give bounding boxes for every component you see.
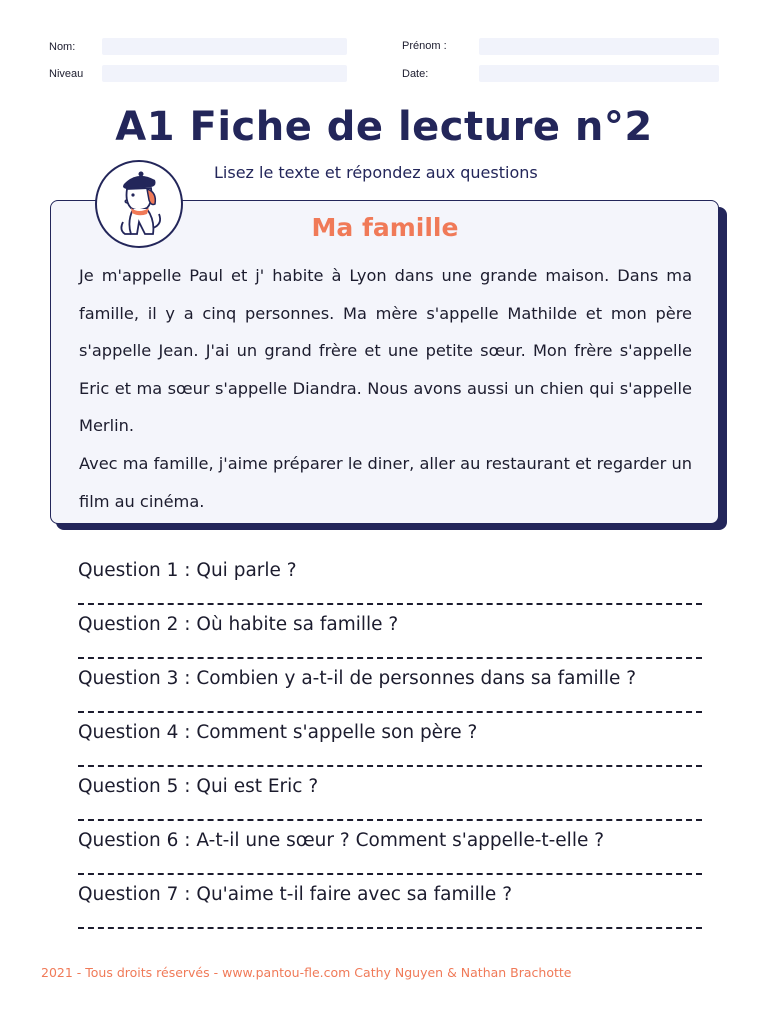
prenom-label: Prénom : bbox=[402, 40, 447, 52]
answer-line-1[interactable] bbox=[78, 603, 702, 605]
niveau-field[interactable] bbox=[102, 65, 347, 82]
question-3: Question 3 : Combien y a-t-il de personnes dans sa famille ? bbox=[78, 668, 637, 689]
answer-line-5[interactable] bbox=[78, 819, 702, 821]
prenom-field[interactable] bbox=[479, 38, 719, 55]
card-title: Ma famille bbox=[311, 213, 459, 242]
page-subtitle: Lisez le texte et répondez aux questions bbox=[214, 163, 538, 182]
answer-line-2[interactable] bbox=[78, 657, 702, 659]
answer-line-3[interactable] bbox=[78, 711, 702, 713]
answer-line-6[interactable] bbox=[78, 873, 702, 875]
reading-paragraph-1: Je m'appelle Paul et j' habite à Lyon dans une grande maison. Dans ma famille, il y a cinq personnes. Ma mère s'appelle Mathilde et mon père s'appelle Jean. J'ai un grand frère et une petite sœur. Mon frère s'appelle Eric et ma sœur s'appelle Diandra. Nous avons aussi un chien qui s'appelle Merlin. bbox=[79, 266, 692, 435]
date-field[interactable] bbox=[479, 65, 719, 82]
footer-copyright: 2021 - Tous droits réservés - www.pantou-fle.com Cathy Nguyen & Nathan Brachotte bbox=[41, 965, 572, 980]
question-7: Question 7 : Qu'aime t-il faire avec sa famille ? bbox=[78, 884, 513, 905]
answer-line-4[interactable] bbox=[78, 765, 702, 767]
question-5: Question 5 : Qui est Eric ? bbox=[78, 776, 319, 797]
question-2: Question 2 : Où habite sa famille ? bbox=[78, 614, 399, 635]
page-title: A1 Fiche de lecture n°2 bbox=[115, 104, 653, 150]
reading-paragraph-2: Avec ma famille, j'aime préparer le diner, aller au restaurant et regarder un film au cinéma. bbox=[79, 454, 692, 511]
date-label: Date: bbox=[402, 68, 429, 80]
answer-line-7[interactable] bbox=[78, 927, 702, 929]
nom-label: Nom: bbox=[49, 41, 76, 53]
question-4: Question 4 : Comment s'appelle son père ? bbox=[78, 722, 478, 743]
nom-field[interactable] bbox=[102, 38, 347, 55]
question-1: Question 1 : Qui parle ? bbox=[78, 560, 297, 581]
question-6: Question 6 : A-t-il une sœur ? Comment s'appelle-t-elle ? bbox=[78, 830, 605, 851]
niveau-label: Niveau bbox=[49, 68, 84, 80]
